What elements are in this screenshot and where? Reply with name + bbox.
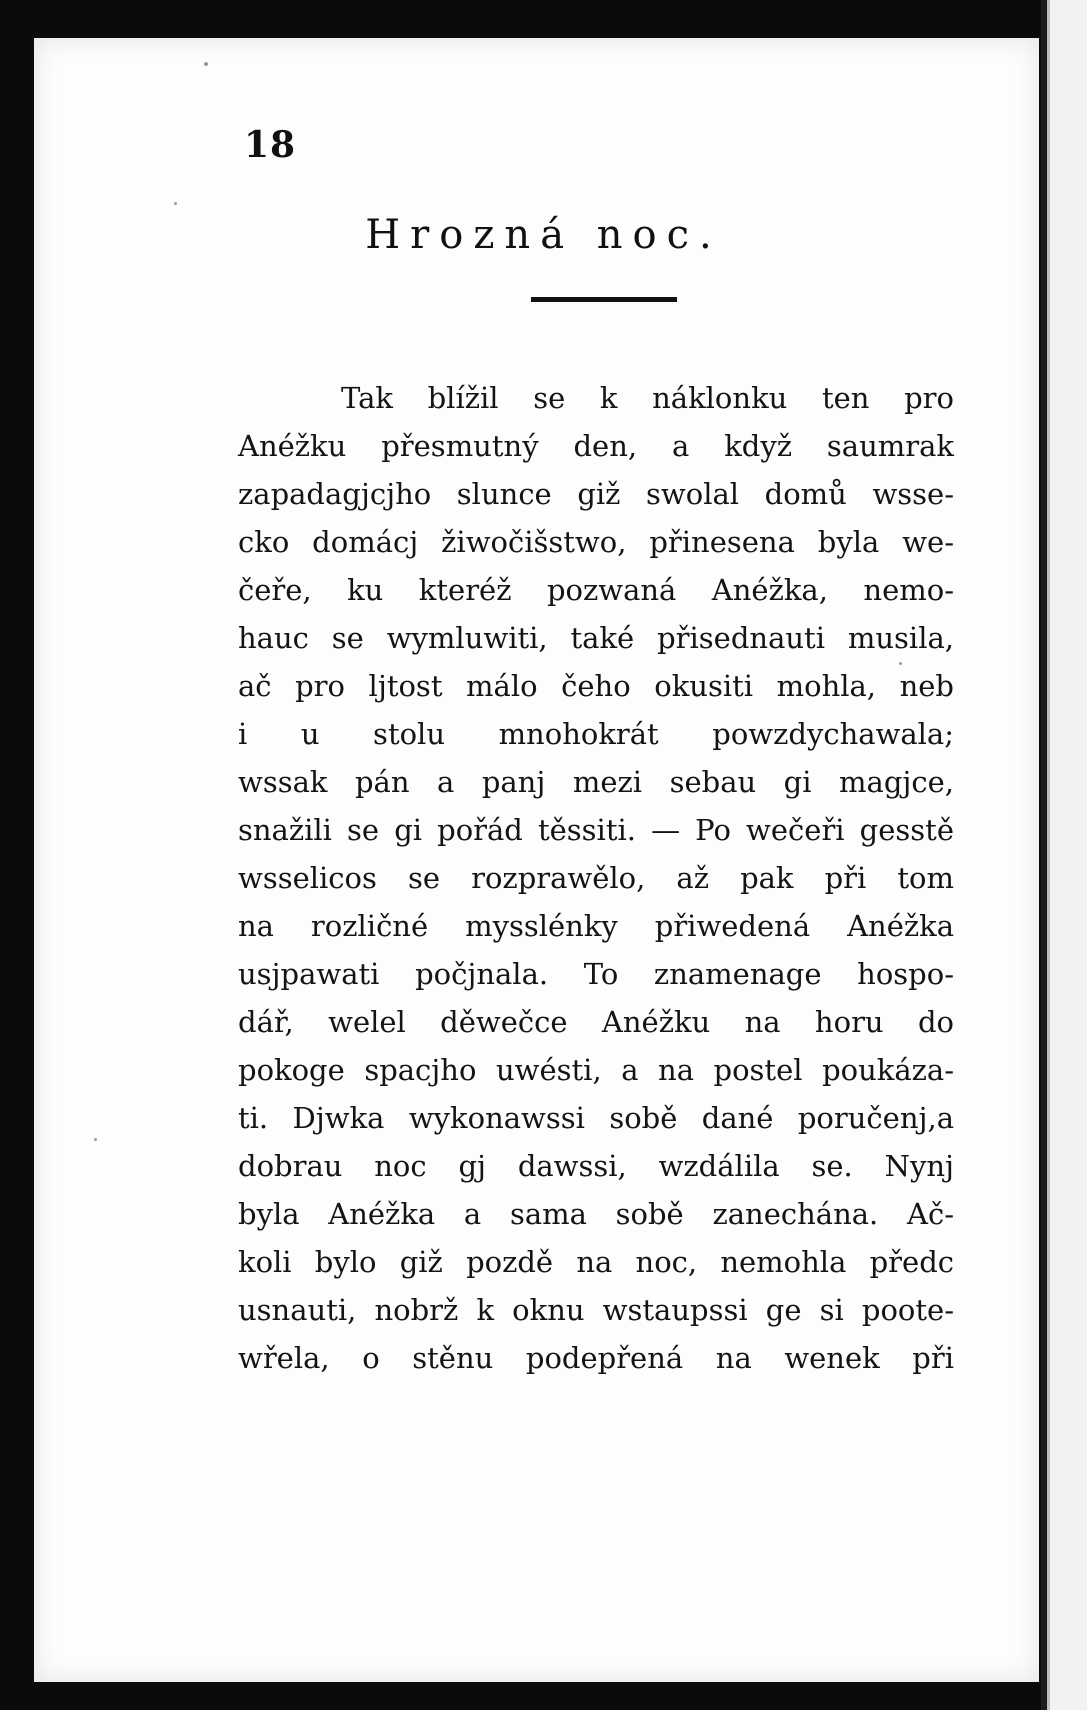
title-rule: [531, 297, 677, 302]
scan-speck: [174, 202, 177, 205]
text-line: zapadagjcjho slunce giž swolal domů wsse-: [238, 477, 954, 511]
text-line: i u stolu mnohokrát powzdychawala;: [238, 717, 954, 751]
text-line: usnauti, nobrž k oknu wstaupssi ge si poote-: [238, 1293, 954, 1327]
scan-speck: [94, 1138, 97, 1141]
text-line: wssak pán a panj mezi sebau gi magjce,: [238, 765, 954, 799]
text-line: wsselicos se rozprawělo, až pak při tom: [238, 861, 954, 895]
page-number: 18: [244, 124, 297, 166]
text-line: dář, welel děwečce Anéžku na horu do: [238, 1005, 954, 1039]
text-line: na rozličné mysslénky přiwedená Anéžka: [238, 909, 954, 943]
text-line: Anéžku přesmutný den, a když saumrak: [238, 429, 954, 463]
text-line: byla Anéžka a sama sobě zanechána. Ač-: [238, 1197, 954, 1231]
text-line: usjpawati počjnala. To znamenage hospo-: [238, 957, 954, 991]
text-line: dobrau noc gj dawssi, wzdálila se. Nynj: [238, 1149, 954, 1183]
text-line: pokoge spacjho uwésti, a na postel poukáza-: [238, 1053, 954, 1087]
scan-speck: [204, 62, 208, 66]
body-paragraph: [238, 374, 954, 1382]
text-line: čeře, ku kteréž pozwaná Anéžka, nemo-: [238, 573, 954, 607]
chapter-title: Hrozná noc.: [365, 212, 722, 258]
text-line: ti. Djwka wykonawssi sobě dané poručenj,a: [238, 1101, 954, 1135]
text-line: cko domácj žiwočišstwo, přinesena byla we-: [238, 525, 954, 559]
text-line: wřela, o stěnu podepřená na wenek při: [238, 1341, 954, 1375]
text-line: ač pro ljtost málo čeho okusiti mohla, neb: [238, 669, 954, 703]
text-line: snažili se gi pořád těssiti. — Po wečeři gesstě: [238, 813, 954, 847]
text-line: Tak blížil se k náklonku ten pro: [341, 381, 954, 415]
text-line: hauc se wymluwiti, také přisednauti musila,: [238, 621, 954, 655]
text-line: koli bylo giž pozdě na noc, nemohla předc: [238, 1245, 954, 1279]
